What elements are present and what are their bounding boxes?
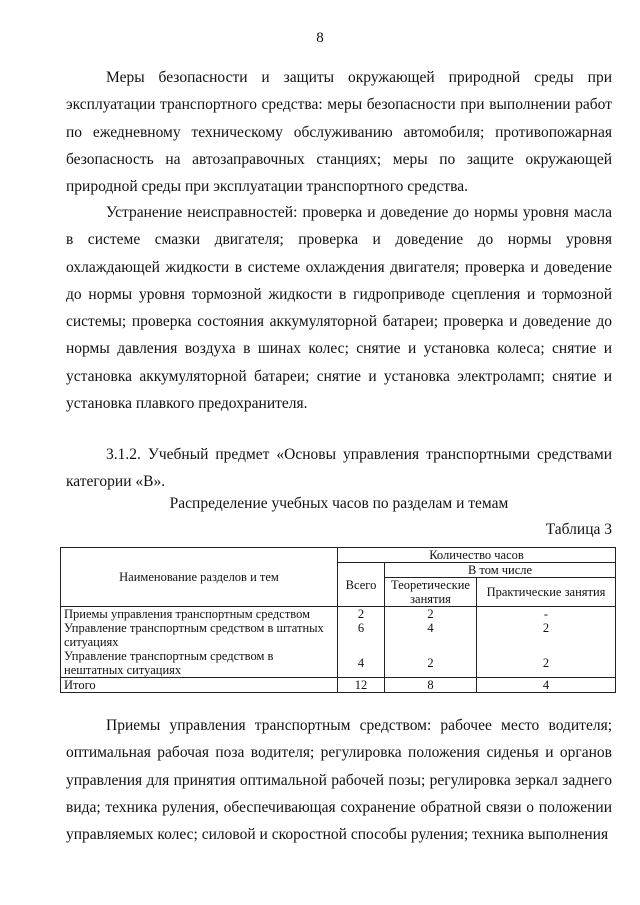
footer-total: 12 xyxy=(338,678,385,693)
footer-theory: 8 xyxy=(385,678,477,693)
row-practice: 2 xyxy=(477,621,616,649)
page-number: 8 xyxy=(316,30,324,46)
row-name: Управление транспортным средством в штатных ситуациях xyxy=(61,621,338,649)
header-total: Всего xyxy=(338,563,385,607)
footer-practice: 4 xyxy=(477,678,616,693)
row-theory: 4 xyxy=(385,621,477,649)
footer-name: Итого xyxy=(61,678,338,693)
row-name: Приемы управления транспортным средством xyxy=(61,607,338,622)
paragraph-troubleshooting: Устранение неисправностей: проверка и доведение до нормы уровня масла в системе смазки двигателя; проверка и доведение до нормы уровня охлаждающей жидкости в системе охлаждения двигателя; проверка и доведение до нормы уровня тормозной жидкости в гидроприводе сцепления и тормозной системы; проверка состояния аккумуляторной батареи; проверка и доведение до нормы давления воздуха в шинах колес; снятие и установка колеса; снятие и установка аккумуляторной батареи; снятие и установка электроламп; снятие и установка плавкого предохранителя. xyxy=(66,204,612,413)
row-total: 2 xyxy=(338,607,385,622)
hours-table xyxy=(60,547,616,693)
row-theory: 2 xyxy=(385,649,477,678)
table-row xyxy=(61,607,616,622)
table-footer-row xyxy=(61,678,616,693)
header-theory: Теоретические занятия xyxy=(385,578,477,607)
row-practice: 2 xyxy=(477,649,616,678)
paragraph-subject-heading: 3.1.2. Учебный предмет «Основы управления транспортными средствами категории «В». xyxy=(66,446,612,491)
row-total: 6 xyxy=(338,621,385,649)
table-row xyxy=(61,649,616,678)
table-title: Распределение учебных часов по разделам и темам xyxy=(169,495,509,512)
table-row xyxy=(61,621,616,649)
header-practice: Практические занятия xyxy=(477,578,616,607)
header-including: В том числе xyxy=(385,563,616,578)
paragraph-driving-techniques: Приемы управления транспортным средством: рабочее место водителя; оптимальная рабочая поза водителя; регулировка положения сиденья и органов управления для принятия оптимальной рабочей позы; регулировка зеркал заднего вида; техника руления, обеспечивающая сохранение обратной связи о положении управляемых колес; силовой и скоростной способы руления; техника выполнения xyxy=(66,717,612,844)
row-theory: 2 xyxy=(385,607,477,622)
row-total: 4 xyxy=(338,649,385,678)
paragraph-safety: Меры безопасности и защиты окружающей природной среды при эксплуатации транспортного средства: меры безопасности при выполнении работ по ежедневному техническому обслуживанию автомобиля; противопожарная безопасность на автозаправочных станциях; меры по защите окружающей природной среды при эксплуатации транспортного средства. xyxy=(66,69,612,196)
row-name: Управление транспортным средством в нештатных ситуациях xyxy=(61,649,338,678)
header-name: Наименование разделов и тем xyxy=(61,548,338,607)
table-label: Таблица 3 xyxy=(545,521,612,538)
header-hours: Количество часов xyxy=(338,548,616,563)
row-practice: - xyxy=(477,607,616,622)
